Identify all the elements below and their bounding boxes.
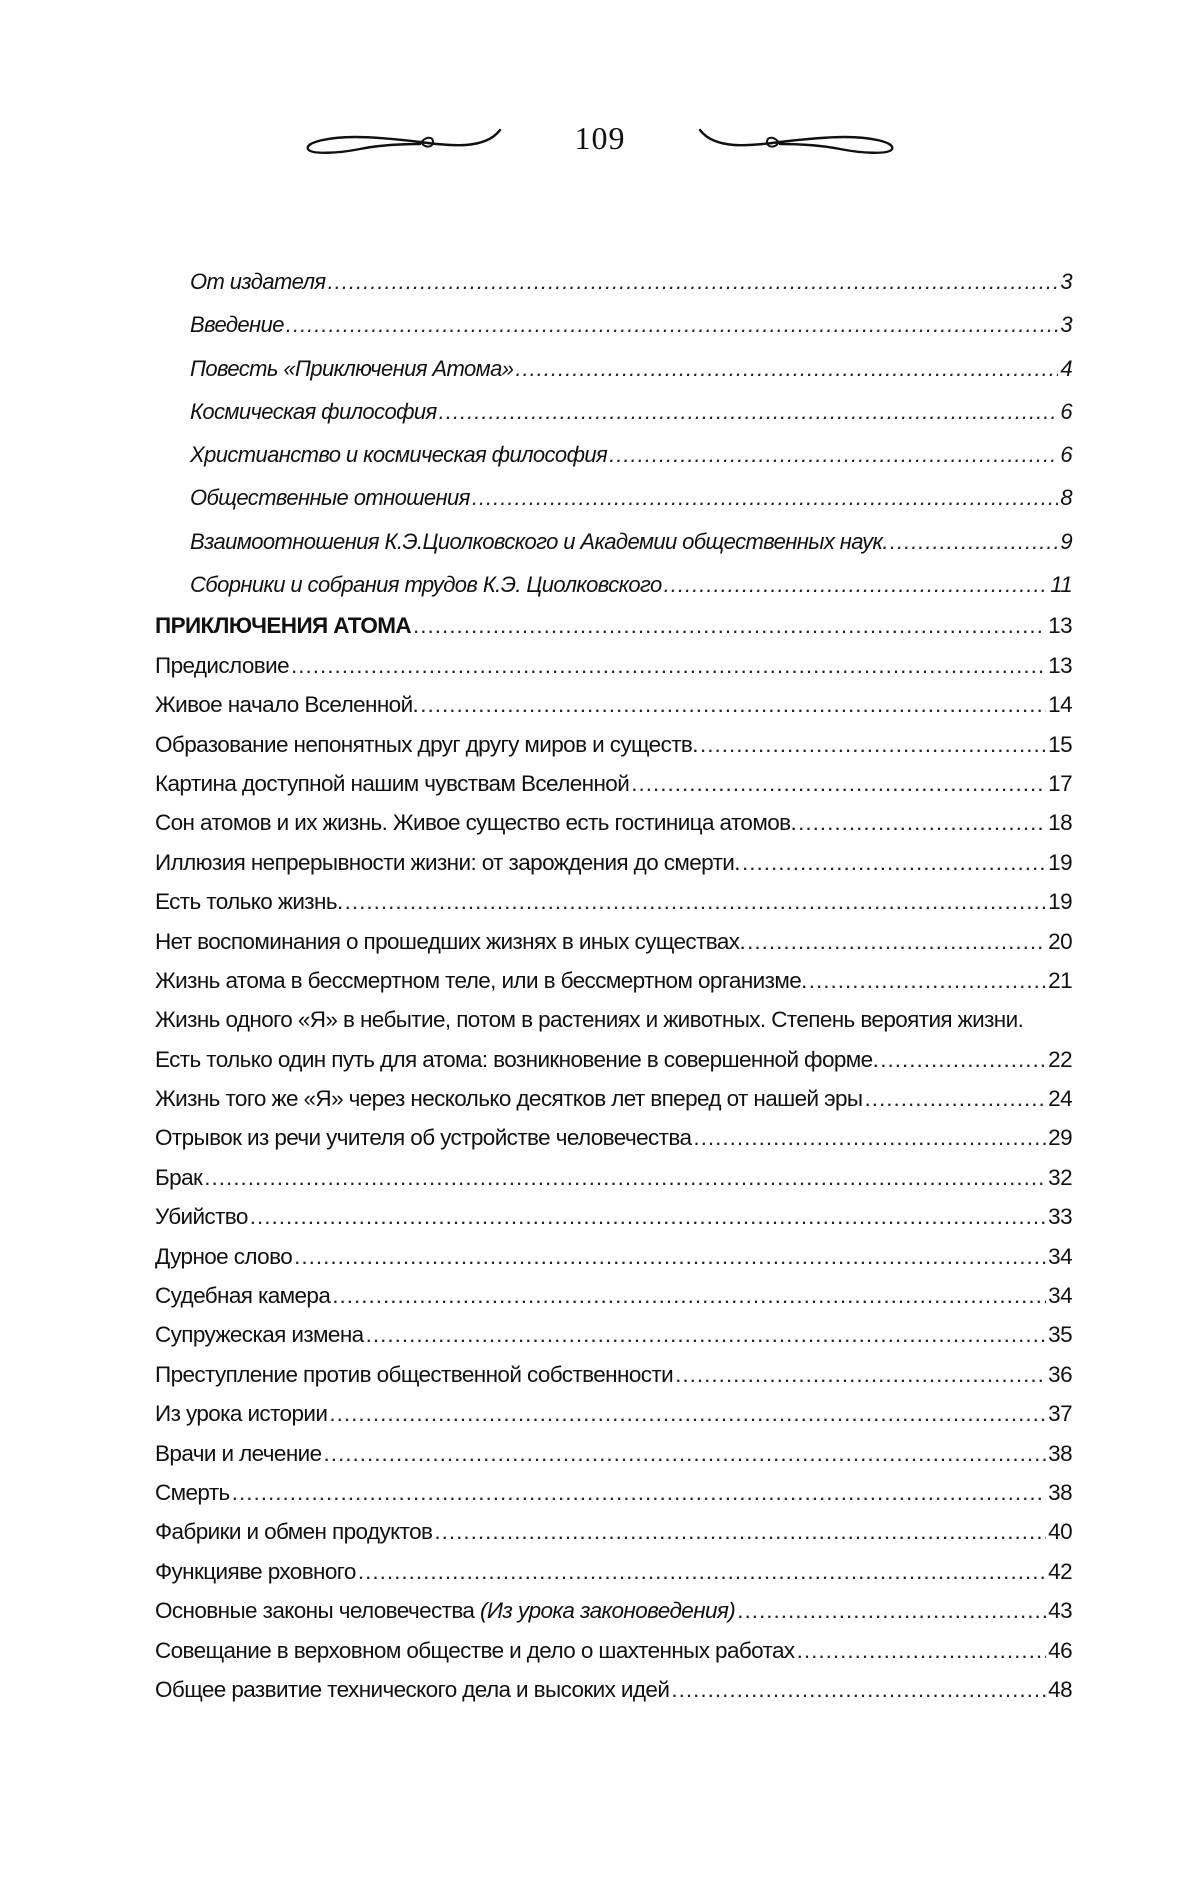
- toc-entry-title: [155, 1591, 735, 1630]
- toc-dot-leader: [747, 922, 1046, 961]
- toc-entry-page: 24: [1048, 1086, 1072, 1112]
- toc-entry: [155, 1434, 1072, 1473]
- toc-dot-leader: [332, 1276, 1046, 1315]
- toc-entry-title: [155, 922, 745, 961]
- toc-entry-title: [155, 1434, 322, 1473]
- toc-dot-leader: [742, 843, 1046, 882]
- toc-entry-title-text: Жизнь одного «Я» в небытие, потом в растениях и животных. Степень вероятия жизни.: [155, 1007, 1024, 1033]
- toc-entry-title: [155, 1631, 795, 1670]
- toc-entry-subtitle: (Из урока законоведения): [480, 1598, 736, 1624]
- toc-dot-leader: [609, 433, 1058, 476]
- toc-entry-title-text: Общественные отношения: [190, 485, 470, 511]
- toc-dot-leader: [329, 1394, 1046, 1433]
- toc-entry-title: [190, 563, 662, 606]
- toc-entry-title-text: Врачи и лечение: [155, 1440, 322, 1466]
- toc-entry: [155, 685, 1072, 724]
- toc-entry-title-text: Есть только жизнь.: [155, 889, 343, 915]
- toc-entry-title: [155, 646, 289, 685]
- toc-entry-title: [190, 347, 513, 390]
- toc-dot-leader: [693, 1118, 1046, 1157]
- toc-entry-page: 43: [1048, 1598, 1072, 1624]
- toc-entry-title: [155, 1670, 669, 1709]
- toc-dot-leader: [250, 1197, 1046, 1236]
- toc-entry: [155, 520, 1072, 563]
- toc-dot-leader: [797, 1631, 1047, 1670]
- toc-entry: [155, 1315, 1072, 1354]
- toc-entry: [155, 303, 1072, 346]
- page-number: 109: [574, 120, 626, 156]
- toc-entry-title-text: Совещание в верховном обществе и дело о шахтенных работах: [155, 1637, 795, 1663]
- toc-dot-leader: [294, 1237, 1046, 1276]
- toc-dot-leader: [366, 1315, 1047, 1354]
- toc-entry: [155, 1473, 1072, 1512]
- toc-dot-leader: [328, 260, 1059, 303]
- toc-dot-leader: [671, 1670, 1046, 1709]
- toc-entry-title: [155, 882, 343, 921]
- toc-dot-leader: [890, 520, 1059, 563]
- toc-entry-title-text: Общее развитие технического дела и высоких идей: [155, 1676, 670, 1702]
- toc-entry: [155, 1631, 1072, 1670]
- toc-entry-title: [190, 303, 284, 346]
- toc-entry-title: [155, 725, 698, 764]
- toc-entry-page: 3: [1060, 269, 1072, 294]
- toc-entry-title: [155, 1118, 691, 1157]
- left-flourish-icon: [300, 122, 505, 162]
- toc-entry-title: [155, 1000, 1023, 1039]
- toc-entry-page: 20: [1048, 928, 1072, 954]
- toc-entry-title-text: Введение: [190, 312, 284, 338]
- page-header: [0, 112, 1200, 172]
- toc-dot-leader: [291, 646, 1046, 685]
- toc-entry: [155, 260, 1072, 303]
- toc-entry-title-text: Картина доступной нашим чувствам Вселенной: [155, 770, 630, 796]
- toc-entry-page: 48: [1048, 1676, 1072, 1702]
- toc-entry-title-text: Судебная камера: [155, 1283, 331, 1309]
- right-flourish-icon: [695, 122, 900, 162]
- toc-entry-title-text: Иллюзия непрерывности жизни: от зарождения до смерти.: [155, 849, 740, 875]
- toc-entry-title-text: Супружеская измена: [155, 1322, 364, 1348]
- toc-entry: [155, 764, 1072, 803]
- toc-entry-page: 6: [1060, 442, 1072, 468]
- toc-entry-page: 9: [1060, 528, 1072, 554]
- toc-dot-leader: [809, 961, 1046, 1000]
- toc-entry-title: [155, 1197, 248, 1236]
- toc-entry: [155, 1237, 1072, 1276]
- toc-entry: [155, 922, 1072, 961]
- toc-entry-title-text: Из урока истории: [155, 1401, 328, 1427]
- toc-entry: [155, 646, 1072, 685]
- toc-entry-title-text: Дурное слово: [155, 1243, 293, 1269]
- toc-entry-title: [155, 764, 629, 803]
- toc-dot-leader: [413, 606, 1046, 645]
- toc-dot-leader: [631, 764, 1046, 803]
- toc-entry-title: [155, 1158, 202, 1197]
- toc-entry-page: 13: [1048, 652, 1072, 678]
- toc-dot-leader: [434, 1512, 1046, 1551]
- toc-dot-leader: [345, 882, 1047, 921]
- toc-entry-title-text: Фабрики и обмен продуктов: [155, 1519, 433, 1545]
- toc-entry-title-text: Смерть: [155, 1479, 230, 1505]
- toc-dot-leader: [286, 303, 1059, 346]
- toc-entry-page: 42: [1048, 1558, 1072, 1584]
- toc-entry-page: 17: [1048, 770, 1072, 796]
- toc-entry-title-text: Космическая философия: [190, 398, 437, 424]
- toc-entry-page: 21: [1048, 967, 1072, 993]
- toc-dot-leader: [515, 347, 1058, 390]
- toc-entry-page: 37: [1048, 1401, 1072, 1427]
- toc-dot-leader: [204, 1158, 1046, 1197]
- toc-entry: [155, 1118, 1072, 1157]
- toc-entry-title-text: Убийство: [155, 1204, 248, 1230]
- toc-dot-leader: [700, 725, 1046, 764]
- toc-entry-page: 34: [1048, 1283, 1072, 1309]
- toc-entry: [155, 390, 1072, 433]
- toc-dot-leader: [324, 1434, 1047, 1473]
- toc-entry-page: 29: [1048, 1125, 1072, 1151]
- toc-entry-page: 38: [1048, 1440, 1072, 1466]
- toc-entry-title-text: Преступление против общественной собственности: [155, 1361, 674, 1387]
- toc-entry-title-text: От издателя: [190, 269, 326, 294]
- toc-entry-title: [155, 1079, 862, 1118]
- toc-dot-leader: [798, 803, 1046, 842]
- toc-entry-title: [155, 1355, 673, 1394]
- toc-entry-title-text: Есть только один путь для атома: возникновение в совершенной форме.: [155, 1046, 879, 1072]
- toc-entry-title: [190, 433, 607, 476]
- toc-entry-title-text: Предисловие: [155, 652, 289, 678]
- toc-entry-page: 13: [1048, 613, 1072, 639]
- toc-entry: [155, 1591, 1072, 1630]
- toc-entry-title: [155, 1276, 330, 1315]
- toc-entry-title-text: ПРИКЛЮЧЕНИЯ АТОМА: [155, 613, 412, 639]
- toc-entry-page: 35: [1048, 1322, 1072, 1348]
- toc-entry-title-text: Жизнь атома в бессмертном теле, или в бессмертном организме.: [155, 967, 807, 993]
- table-of-contents: [155, 260, 1072, 1709]
- toc-entry-page: 11: [1050, 572, 1072, 598]
- toc-dot-leader: [864, 1079, 1046, 1118]
- toc-entry-title-text: Сборники и собрания трудов К.Э. Циолковского: [190, 572, 662, 598]
- toc-entry-title: [155, 1512, 432, 1551]
- toc-entry: [155, 606, 1072, 645]
- toc-entry: [155, 476, 1072, 519]
- toc-entry: [155, 1040, 1072, 1079]
- toc-entry-page: 38: [1048, 1479, 1072, 1505]
- toc-entry-page: 19: [1048, 889, 1072, 915]
- toc-dot-leader: [420, 685, 1046, 724]
- toc-entry-title: [190, 390, 437, 433]
- toc-entry-page: 36: [1048, 1361, 1072, 1387]
- toc-entry: [155, 843, 1072, 882]
- toc-entry-page: 19: [1048, 849, 1072, 875]
- toc-entry-title: [155, 606, 411, 645]
- toc-entry-title-text: Сон атомов и их жизнь. Живое существо есть гостиница атомов.: [155, 810, 797, 836]
- toc-entry-page: 8: [1060, 485, 1072, 511]
- toc-entry: [155, 433, 1072, 476]
- toc-entry-title-text: Христианство и космическая философия: [190, 442, 608, 468]
- toc-entry: [155, 1000, 1072, 1039]
- toc-entry-title-text: Отрывок из речи учителя об устройстве человечества: [155, 1125, 692, 1151]
- toc-entry-title: [190, 260, 326, 303]
- toc-entry-page: 32: [1048, 1164, 1072, 1190]
- toc-entry-page: 3: [1060, 312, 1072, 338]
- toc-entry-page: 4: [1060, 355, 1072, 381]
- toc-entry: [155, 1552, 1072, 1591]
- toc-entry: [155, 1276, 1072, 1315]
- toc-entry-title: [155, 803, 796, 842]
- toc-entry-title-text: Основные законы человечества: [155, 1598, 481, 1624]
- toc-entry-title-text: Повесть «Приключения Атома»: [190, 355, 514, 381]
- toc-dot-leader: [880, 1040, 1046, 1079]
- toc-entry-page: 34: [1048, 1243, 1072, 1269]
- toc-entry-title: [155, 961, 807, 1000]
- toc-entry-page: 18: [1048, 810, 1072, 836]
- toc-entry-page: 15: [1048, 731, 1072, 757]
- toc-dot-leader: [232, 1473, 1046, 1512]
- toc-entry: [155, 1394, 1072, 1433]
- toc-entry-page: 40: [1048, 1519, 1072, 1545]
- toc-entry-title: [190, 476, 470, 519]
- toc-entry-title: [155, 1040, 878, 1079]
- toc-entry: [155, 725, 1072, 764]
- toc-entry-title: [155, 1552, 356, 1591]
- toc-entry-page: 6: [1060, 398, 1072, 424]
- toc-entry-page: 33: [1048, 1204, 1072, 1230]
- toc-entry-title: [155, 843, 740, 882]
- toc-entry-title-text: Функцияве рховного: [155, 1558, 356, 1584]
- toc-entry-title: [155, 1315, 364, 1354]
- toc-dot-leader: [472, 476, 1059, 519]
- toc-entry: [155, 803, 1072, 842]
- toc-entry-title-text: Образование непонятных друг другу миров и существ.: [155, 731, 698, 757]
- toc-entry: [155, 882, 1072, 921]
- toc-entry-title-text: Живое начало Вселенной.: [155, 692, 419, 718]
- toc-dot-leader: [675, 1355, 1046, 1394]
- toc-entry: [155, 563, 1072, 606]
- toc-entry: [155, 1670, 1072, 1709]
- toc-entry: [155, 1512, 1072, 1551]
- toc-entry-title: [155, 1394, 327, 1433]
- toc-entry: [155, 1079, 1072, 1118]
- toc-entry: [155, 1197, 1072, 1236]
- toc-entry-title: [155, 685, 418, 724]
- toc-entry-title-text: Нет воспоминания о прошедших жизнях в иных существах.: [155, 928, 746, 954]
- toc-entry-title: [155, 1473, 230, 1512]
- toc-entry-title: [190, 520, 888, 563]
- toc-entry: [155, 1158, 1072, 1197]
- toc-dot-leader: [439, 390, 1059, 433]
- toc-dot-leader: [358, 1552, 1046, 1591]
- toc-entry: [155, 961, 1072, 1000]
- toc-entry: [155, 1355, 1072, 1394]
- toc-entry-page: 46: [1048, 1637, 1072, 1663]
- toc-entry: [155, 347, 1072, 390]
- toc-entry-title-text: Брак: [155, 1164, 203, 1190]
- toc-entry-title-text: Взаимоотношения К.Э.Циолковского и Академии общественных наук.: [190, 528, 888, 554]
- toc-entry-page: 14: [1048, 692, 1072, 718]
- toc-entry-page: 22: [1048, 1046, 1072, 1072]
- toc-entry-title: [155, 1237, 292, 1276]
- toc-entry-title-text: Жизнь того же «Я» через несколько десятков лет вперед от нашей эры: [155, 1086, 863, 1112]
- toc-dot-leader: [664, 563, 1049, 606]
- toc-dot-leader: [737, 1591, 1046, 1630]
